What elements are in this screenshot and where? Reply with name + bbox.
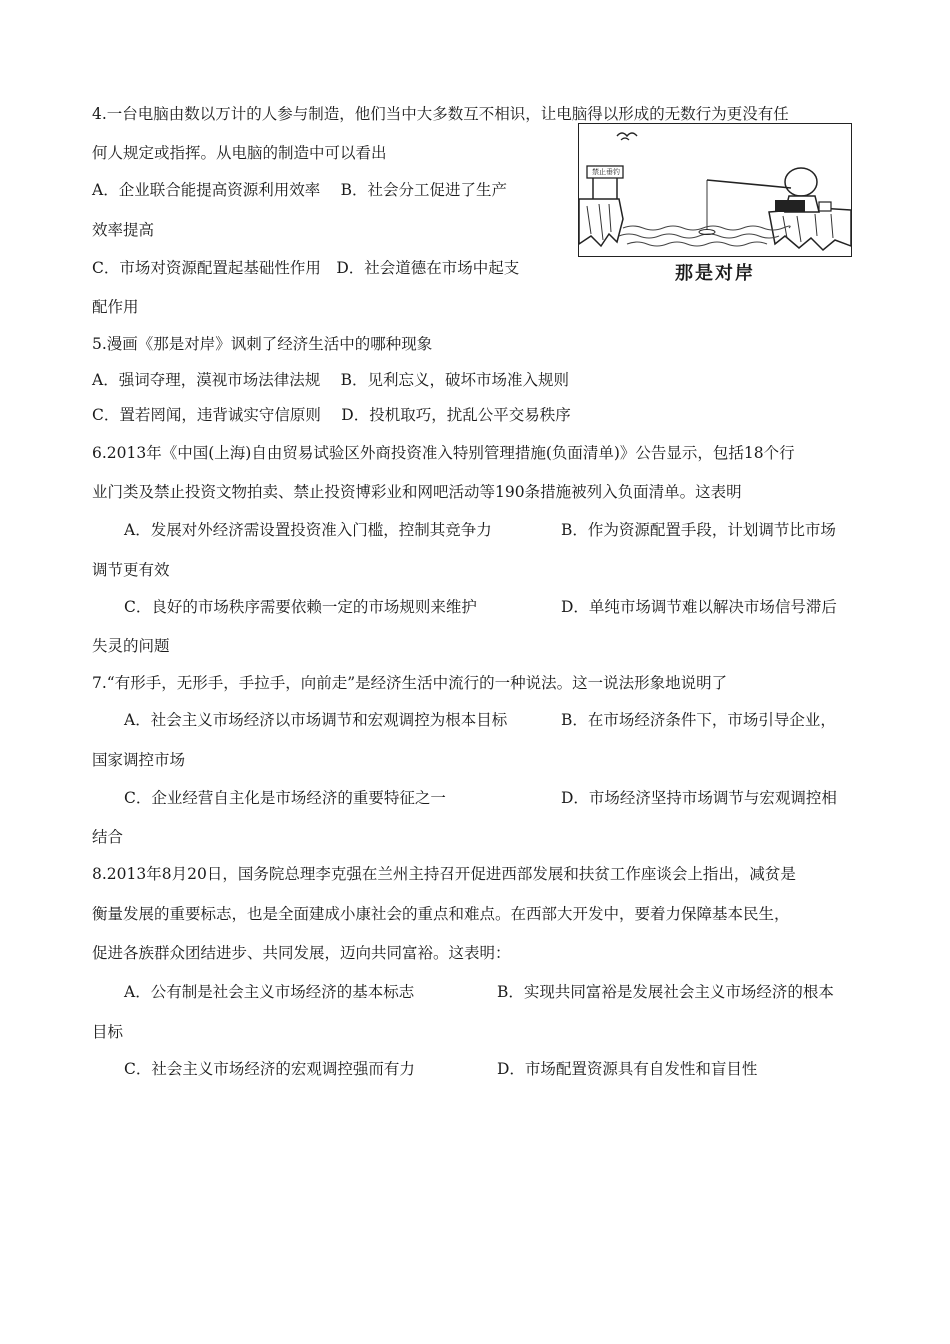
fishing-cartoon-illustration xyxy=(579,124,851,256)
q8-option-b-cont: 目标 xyxy=(92,1023,124,1041)
q4-option-b-cont: 效率提高 xyxy=(92,221,155,239)
q7-option-b: B．在市场经济条件下，市场引导企业， xyxy=(561,711,836,729)
q6-option-d: D．单纯市场调节难以解决市场信号滞后 xyxy=(561,598,837,616)
q7-option-a: A．社会主义市场经济以市场调节和宏观调控为根本目标 xyxy=(124,711,508,729)
q7-option-b-cont: 国家调控市场 xyxy=(92,751,186,769)
q5-stem: 5.漫画《那是对岸》讽刺了经济生活中的哪种现象 xyxy=(92,335,433,353)
q5-option-cd: C．置若罔闻，违背诚实守信原则 D．投机取巧，扰乱公平交易秩序 xyxy=(92,406,571,424)
q7-stem: 7.“有形手，无形手，手拉手，向前走”是经济生活中流行的一种说法。这一说法形象地说明了 xyxy=(92,674,728,692)
q6-option-c: C．良好的市场秩序需要依赖一定的市场规则来维护 xyxy=(124,598,477,616)
q4-option-cd: C．市场对资源配置起基础性作用 D．社会道德在市场中起支 xyxy=(92,259,520,277)
q8-option-c: C．社会主义市场经济的宏观调控强而有力 xyxy=(124,1060,415,1078)
q7-option-d: D．市场经济坚持市场调节与宏观调控相 xyxy=(561,789,837,807)
q8-option-b: B．实现共同富裕是发展社会主义市场经济的根本 xyxy=(497,983,834,1001)
q7-option-c: C．企业经营自主化是市场经济的重要特征之一 xyxy=(124,789,446,807)
q6-option-b-cont: 调节更有效 xyxy=(92,561,170,579)
q7-option-d-cont: 结合 xyxy=(92,828,124,846)
q8-stem-line-2: 衡量发展的重要标志，也是全面建成小康社会的重点和难点。在西部大开发中，要着力保障基本民生， xyxy=(92,905,790,923)
cartoon-figure xyxy=(578,123,852,285)
cartoon-image xyxy=(578,123,852,257)
q4-stem-line-2: 何人规定或指挥。从电脑的制造中可以看出 xyxy=(92,144,387,162)
q6-option-b: B．作为资源配置手段，计划调节比市场 xyxy=(561,521,836,539)
q8-stem-line-3: 促进各族群众团结进步、共同发展，迈向共同富裕。这表明： xyxy=(92,944,511,962)
q6-option-a: A．发展对外经济需设置投资准入门槛，控制其竞争力 xyxy=(124,521,492,539)
cartoon-caption: 那是对岸 xyxy=(675,263,755,284)
q4-option-d-cont: 配作用 xyxy=(92,298,139,316)
q8-stem-line-1: 8.2013年8月20日，国务院总理李克强在兰州主持召开促进西部发展和扶贫工作座谈会上指出，减贫是 xyxy=(92,865,796,883)
q4-stem-line-1: 4.一台电脑由数以万计的人参与制造，他们当中大多数互不相识，让电脑得以形成的无数行为更没有任 xyxy=(92,105,789,123)
q6-stem-line-2: 业门类及禁止投资文物拍卖、禁止投资博彩业和网吧活动等190条措施被列入负面清单。这表明 xyxy=(92,483,742,501)
q6-option-d-cont: 失灵的问题 xyxy=(92,637,170,655)
q5-option-ab: A．强词夺理，漠视市场法律法规 B．见利忘义，破坏市场准入规则 xyxy=(92,371,570,389)
q8-option-a: A．公有制是社会主义市场经济的基本标志 xyxy=(124,983,415,1001)
q4-option-ab: A．企业联合能提高资源利用效率 B．社会分工促进了生产 xyxy=(92,181,508,199)
cartoon-sign-text: 禁止垂钓 xyxy=(592,168,620,176)
q6-stem-line-1: 6.2013年《中国(上海)自由贸易试验区外商投资准入特别管理措施(负面清单)》公告显示，包括18个行 xyxy=(92,444,795,462)
q8-option-d: D．市场配置资源具有自发性和盲目性 xyxy=(497,1060,758,1078)
